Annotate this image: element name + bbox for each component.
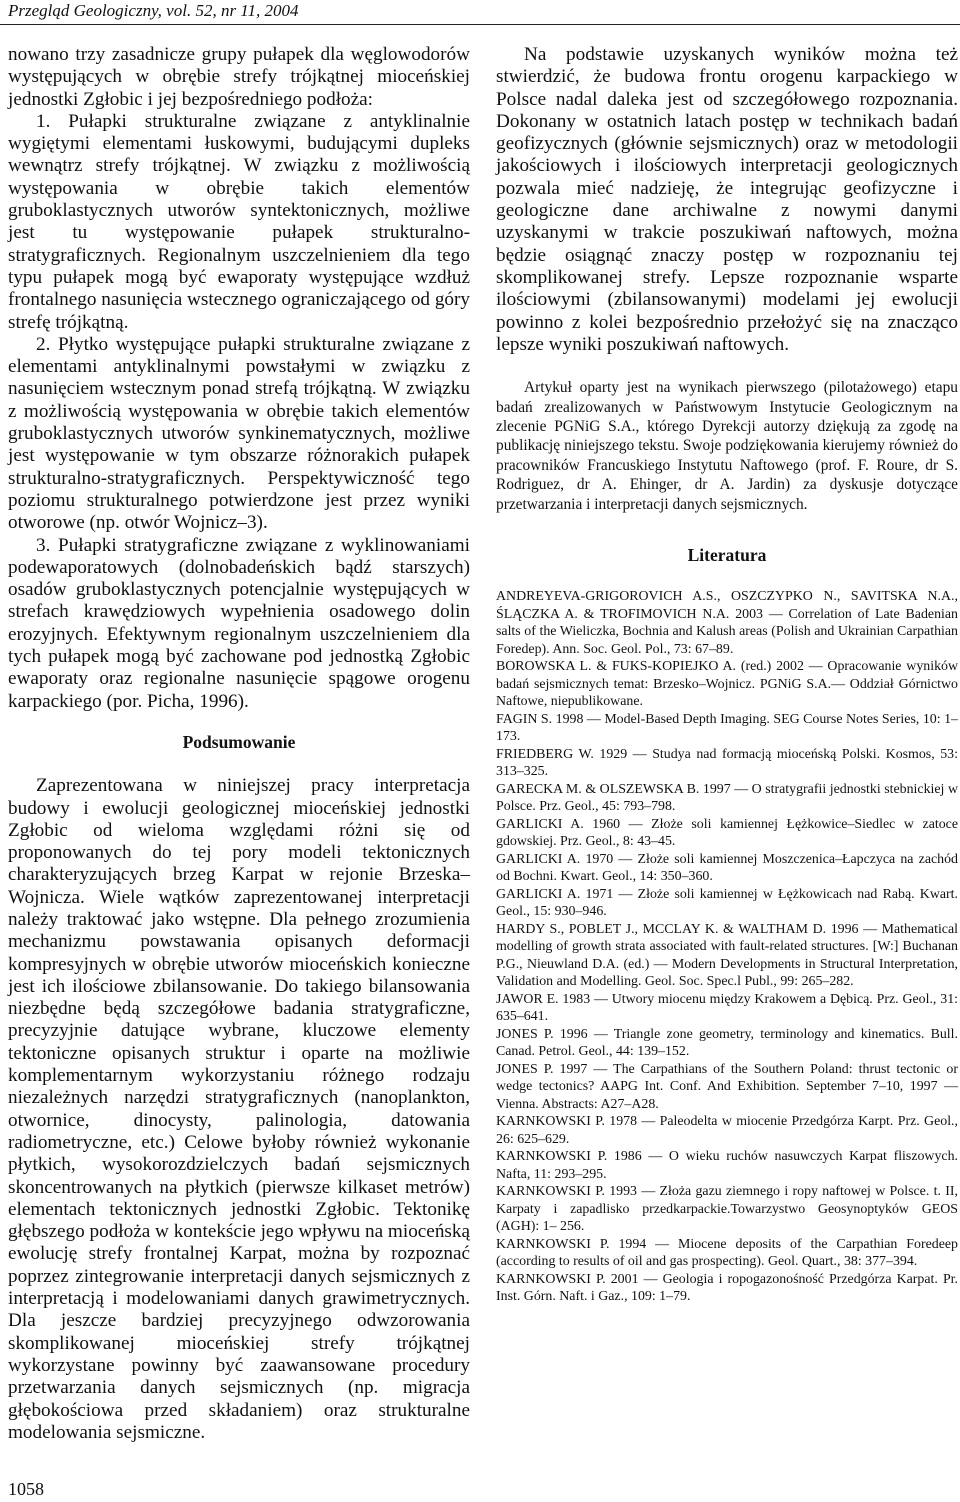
reference-list [496,588,958,1306]
reference-item: KARNKOWSKI P. 1993 — Złoża gazu ziemnego i ropy naftowej w Polsce. t. II, Karpaty i zapadlisko przedkarpackie.Towarzystwo Geosynoptyków GEOS (AGH): 1– 256. [496,1184,958,1235]
reference-item: KARNKOWSKI P. 1994 — Miocene deposits of the Carpathian Foredeep (according to results of oil and gas prospecting). Geol. Quart., 38: 377–394. [496,1236,958,1270]
paragraph: Zaprezentowana w niniejszej pracy interpretacja budowy i ewolucji geologicznej mioceńskiej jednostki Zgłobic od wieloma względami różni się od proponowanych do tej pory modeli tektonicznych charakteryzujących brzeg Karpat w rejonie Brzeska–Wojnicza. Wiele wątków zaprezentowanej interpretacji należy traktować jako wstępne. Dla pełnego zrozumienia mechanizmu powstawania opisanych deformacji kompresyjnych w obrębie utworów mioceńskich konieczne jest ich ilościowe zbilansowanie. Do takiego bilansowania niezbędne będą szczegółowe badania stratygraficzne, precyzyjnie datujące wybrane, kluczowe elementy tektoniczne opisanych struktur i oparte na możliwie komplementarnym wykorzystaniu różnego rodzaju niezależnych narzędzi stratygraficznych (nanoplankton, otwornice, dinocysty, palinologia, datowania radiometryczne, etc.) Celowe byłoby również wykonanie płytkich, wysokorozdzielczych badań sejsmicznych skoncentrowanych na płytkich (pierwsze kilkaset metrów) elementach tektonicznych jednostki Zgłobic. Tektonikę głębszego podłoża w kontekście jego wpływu na mioceńską ewolucję strefy frontalnej Karpat, można by rozpoznać poprzez zintegrowanie interpretacji danych sejsmicznych z interpretacją i modelowaniami danych grawimetrycznych. Dla jeszcze bardziej precyzyjnego odwzorowania skomplikowanej mioceńskiej strefy trójkątnej wykorzystane powinny być zaawansowane procedury przetwarzania danych sejsmicznych (np. migracja głębokościowa przed składaniem) oraz strukturalne modelowania sejsmiczne. [8,775,470,1443]
header-rule [0,24,960,25]
right-column [496,44,958,1306]
paragraph: 3. Pułapki stratygraficzne związane z wyklinowaniami podewaporatowych (dolnobadeńskich bądź starszych) osadów gruboklastycznych potencjalnie występujących w strefach krawędziowych wypełnienia osadowego dolin erozyjnych. Efektywnym regionalnym uszczelnieniem dla tych pułapek mogą być zachowane pod jednostką Zgłobic ewaporaty oraz regionalne nasunięcie spągowe orogenu karpackiego (por. Picha, 1996). [8,534,470,712]
reference-item: KARNKOWSKI P. 1978 — Paleodelta w miocenie Przedgórza Karpt. Prz. Geol., 26: 625–629. [496,1114,958,1147]
section-heading-literatura: Literatura [687,545,767,565]
reference-item: KARNKOWSKI P. 1986 — O wieku ruchów nasuwczych Karpat fliszowych. Nafta, 11: 293–295. [496,1149,958,1182]
paragraph: 1. Pułapki strukturalne związane z antyklinalnie wygiętymi elementami łuskowymi, budującymi dupleks wewnątrz strefy trójkątnej. W związku z możliwością występowania w obrębie takich elementów gruboklastycznych utworów syntektonicznych, możliwe jest tu występowanie pułapek strukturalno-stratygraficznych. Regionalnym uszczelnieniem dla tego typu pułapek mogą być ewaporaty występujące wzdłuż frontalnego nasunięcia wstecznego ograniczającego od góry strefę trójkątną. [8,110,470,333]
paragraph: 2. Płytko występujące pułapki strukturalne związane z elementami antyklinalnymi powstałymi w związku z nasunięciem wstecznym ponad strefą trójkątną. W związku z możliwością występowania w obrębie takich elementów gruboklastycznych utworów synkinematycznych, możliwe jest występowanie w tym obszarze różnorakich pułapek strukturalno-stratygraficznych. Perspektywiczność tego poziomu strukturalnego potwierdzone jest przez wyniki otworowe (np. otwór Wojnicz–3). [8,333,470,534]
reference-item: BOROWSKA L. & FUKS-KOPIEJKO A. (red.) 2002 — Opracowanie wyników badań sejsmicznych temat: Brzesko–Wojnicz. PGNiG S.A.— Oddział Górnictwo Naftowe, niepublikowane. [496,659,958,710]
left-column [8,44,470,1444]
reference-item: GARLICKI A. 1970 — Złoże soli kamiennej Moszczenica–Łapczyca na zachód od Bochni. Kwart. Geol., 14: 350–360. [496,851,958,885]
reference-item: FRIEDBERG W. 1929 — Studya nad formacją mioceńską Polski. Kosmos, 53: 313–325. [496,746,958,780]
reference-item: JONES P. 1997 — The Carpathians of the Southern Poland: thrust tectonic or wedge tectonics? AAPG Int. Conf. And Exhibition. September 7–10, 1997 — Vienna. Abstracts: A27–A28. [496,1061,958,1112]
reference-item: KARNKOWSKI P. 2001 — Geologia i ropogazonośność Przedgórza Karpat. Pr. Inst. Górn. Naft. i Gaz., 109: 1–79. [496,1271,958,1305]
reference-item: FAGIN S. 1998 — Model-Based Depth Imaging. SEG Course Notes Series, 10: 1–173. [496,711,958,745]
reference-item: GARLICKI A. 1960 — Złoże soli kamiennej Łężkowice–Siedlec w zatoce gdowskiej. Prz. Geol., 8: 43–45. [496,816,958,850]
reference-item: JONES P. 1996 — Triangle zone geometry, terminology and kinematics. Bull. Canad. Petrol. Geol., 44: 139–152. [496,1026,958,1060]
reference-item: JAWOR E. 1983 — Utwory miocenu między Krakowem a Dębicą. Prz. Geol., 31: 635–641. [496,991,958,1025]
journal-running-head: Przegląd Geologiczny, vol. 52, nr 11, 2004 [8,1,299,20]
reference-item: GARLICKI A. 1971 — Złoże soli kamiennej w Łężkowicach nad Rabą. Kwart. Geol., 15: 930–946. [496,886,958,920]
section-heading-podsumowanie: Podsumowanie [182,731,296,752]
paragraph: nowano trzy zasadnicze grupy pułapek dla węglowodorów występujących w obrębie strefy trójkątnej mioceńskiej jednostki Zgłobic i jej bezpośredniego podłoża: [8,44,470,110]
reference-item: ANDREYEVA-GRIGOROVICH A.S., OSZCZYPKO N., SAVITSKA N.A., ŚLĄCZKA A. & TROFIMOVICH N.A. 2003 — Correlation of Late Badenian salts of the Wieliczka, Bochnia and Kalush areas (Polish and Ukrainian Carpathian Foredep). Ann. Soc. Geol. Pol., 73: 67–89. [496,589,958,657]
page-number: 1058 [8,1479,44,1499]
acknowledgement-paragraph: Artykuł oparty jest na wynikach pierwszego (pilotażowego) etapu badań zrealizowanych w Państwowym Instytucie Geologicznym na zlecenie PGNiG S.A., którego Dyrekcji autorzy dziękują za zgodę na publikację niniejszego tekstu. Swoje podziękowania kierujemy również do pracowników Francuskiego Instytutu Naftowego (prof. F. Roure, dr S. Rodriguez, dr A. Ehinger, dr A. Jardin) za dyskusje dotyczące przetwarzania i interpretacji danych sejsmicznych. [496,379,958,513]
reference-item: GARECKA M. & OLSZEWSKA B. 1997 — O stratygrafii jednostki stebnickiej w Polsce. Prz. Geol., 45: 793–798. [496,781,958,815]
reference-item: HARDY S., POBLET J., MCCLAY K. & WALTHAM D. 1996 — Mathematical modelling of growth strata associated with fault-related structures. [W:] Buchanan P.G., Nieuwland D.A. (ed.) — Modern Developments in Structural Interpretation, Validation and Modelling. Geol. Soc. Spec.l Publ., 99: 265–282. [496,921,958,990]
paragraph: Na podstawie uzyskanych wyników można też stwierdzić, że budowa frontu orogenu karpackiego w Polsce nadal daleka jest od szczegółowego rozpoznania. Dokonany w ostatnich latach postęp w technikach badań geofizycznych (głównie sejsmicznych) oraz w metodologii jakościowych i ilościowych interpretacji geologicznych pozwala mieć nadzieję, że integrując geofizyczne i geologiczne dane archiwalne z nowymi danymi uzyskanymi w trakcie poszukiwań naftowych, można będzie osiągnąć znaczy postęp w rozpoznaniu tej skomplikowanej strefy. Lepsze rozpoznanie wsparte ilościowymi (zbilansowanymi) modelami jej ewolucji powinno z kolei bezpośrednio przełożyć się na znacząco lepsze wyniki poszukiwań naftowych. [496,44,958,355]
